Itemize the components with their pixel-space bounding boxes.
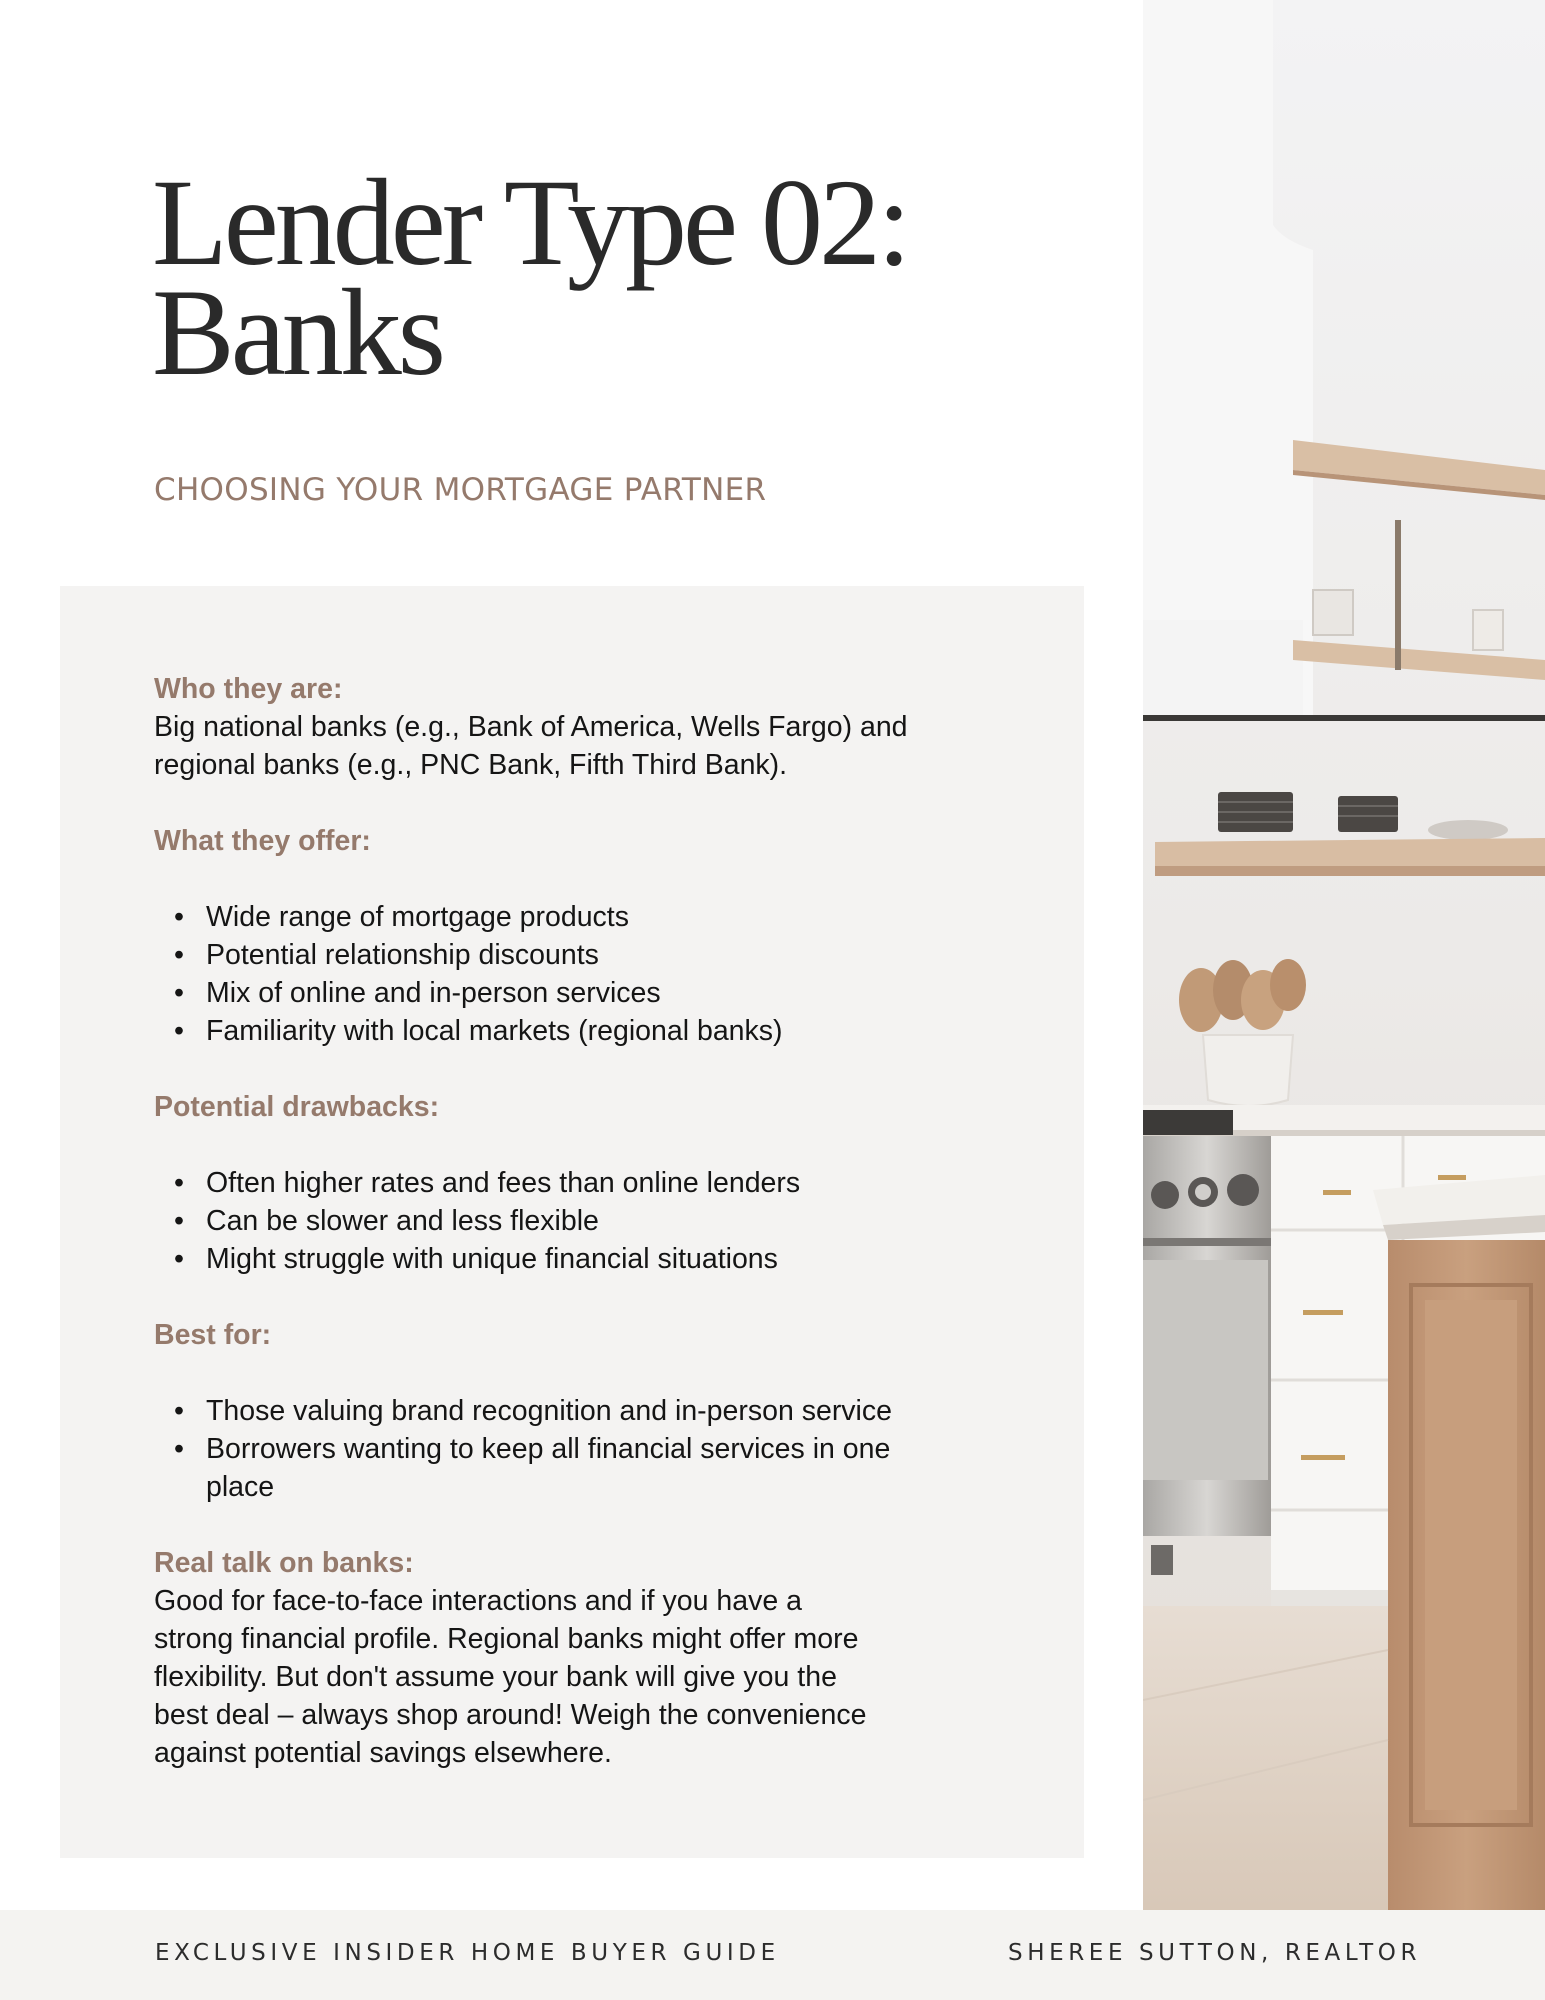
list-item: • Mix of online and in-person services xyxy=(154,974,954,1012)
kitchen-photo xyxy=(1143,0,1545,1910)
best-for-label: Best for: xyxy=(154,1319,272,1351)
list-item: • Potential relationship discounts xyxy=(154,936,954,974)
who-label: Who they are: xyxy=(154,673,343,705)
offer-list xyxy=(154,898,954,1050)
who-text-line-2: regional banks (e.g., PNC Bank, Fifth Third Bank). xyxy=(154,749,788,781)
title-line-2: Banks xyxy=(152,264,442,401)
list-item: • Borrowers wanting to keep all financial services in one place xyxy=(154,1430,944,1506)
list-item: • Might struggle with unique financial situations xyxy=(154,1240,954,1278)
list-item: • Familiarity with local markets (regional banks) xyxy=(154,1012,954,1050)
footer-author: SHEREE SUTTON, REALTOR xyxy=(1008,1940,1422,1966)
page-title xyxy=(152,154,1092,401)
title-line-1: Lender Type 02: xyxy=(152,154,908,291)
real-talk-line-2: strong financial profile. Regional banks might offer more xyxy=(154,1623,859,1655)
who-text-line-1: Big national banks (e.g., Bank of America, Wells Fargo) and xyxy=(154,711,908,743)
list-item: • Those valuing brand recognition and in-person service xyxy=(154,1392,944,1430)
drawbacks-label: Potential drawbacks: xyxy=(154,1091,440,1123)
list-item: • Can be slower and less flexible xyxy=(154,1202,954,1240)
offer-label: What they offer: xyxy=(154,825,371,857)
real-talk-line-3: flexibility. But don't assume your bank will give you the xyxy=(154,1661,837,1693)
real-talk-line-5: against potential savings elsewhere. xyxy=(154,1737,612,1769)
real-talk-line-4: best deal – always shop around! Weigh the convenience xyxy=(154,1699,867,1731)
footer-guide-title: EXCLUSIVE INSIDER HOME BUYER GUIDE xyxy=(155,1940,780,1966)
footer xyxy=(0,1910,1545,2000)
list-item: • Often higher rates and fees than online lenders xyxy=(154,1164,954,1202)
best-for-list xyxy=(154,1392,944,1506)
drawbacks-list xyxy=(154,1164,954,1278)
real-talk-label: Real talk on banks: xyxy=(154,1547,414,1579)
real-talk-line-1: Good for face-to-face interactions and if you have a xyxy=(154,1585,802,1617)
page-subtitle: CHOOSING YOUR MORTGAGE PARTNER xyxy=(154,472,767,508)
content-body xyxy=(154,670,954,1772)
list-item: • Wide range of mortgage products xyxy=(154,898,954,936)
